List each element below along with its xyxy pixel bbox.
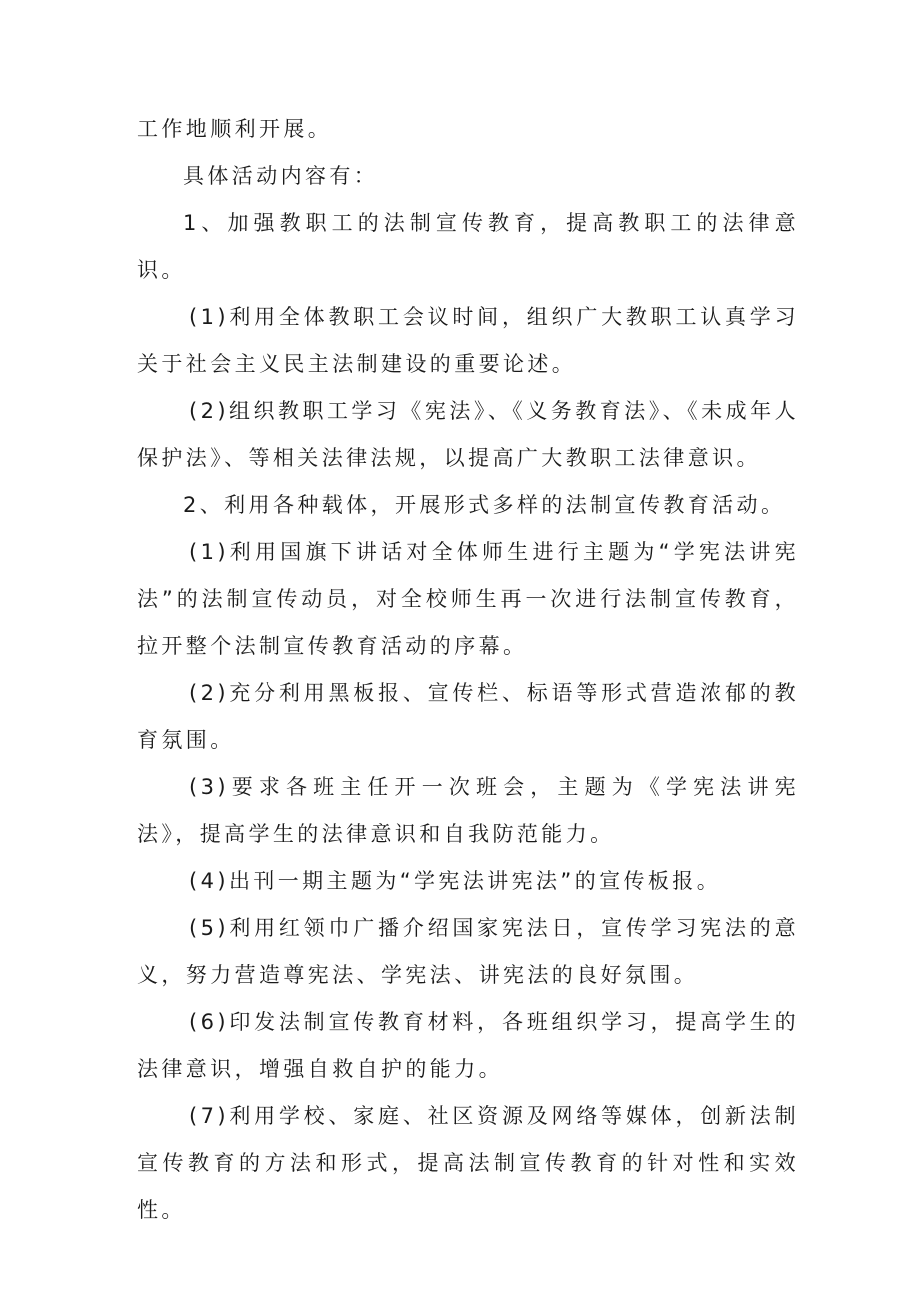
- paragraph-activities-intro: 具体活动内容有：: [183, 164, 379, 188]
- list-item-2-5: (5)利用红领巾广播介绍国家宪法日，宣传学习宪法的意义，努力营造尊宪法、学宪法、讲宪法的良好氛围。: [137, 916, 799, 987]
- list-item-1-2: (2)组织教职工学习《宪法》、《义务教育法》、《未成年人保护法》、等相关法律法规，以提高广大教职工法律意识。: [137, 399, 799, 470]
- list-item-1-1: (1)利用全体教职工会议时间，组织广大教职工认真学习关于社会主义民主法制建设的重要论述。: [137, 305, 799, 376]
- list-item-2-4: (4)出刊一期主题为“学宪法讲宪法”的宣传板报。: [189, 869, 722, 893]
- list-item-2-6: (6)印发法制宣传教育材料，各班组织学习，提高学生的法律意识，增强自救自护的能力。: [137, 1010, 799, 1081]
- document-body: [137, 106, 799, 1234]
- section-heading-2: 2、利用各种载体，开展形式多样的法制宣传教育活动。: [183, 493, 786, 517]
- section-heading-1: 1、加强教职工的法制宣传教育，提高教职工的法律意识。: [137, 211, 799, 282]
- list-item-2-2: (2)充分利用黑板报、宣传栏、标语等形式营造浓郁的教育氛围。: [137, 681, 799, 752]
- list-item-2-7: (7)利用学校、家庭、社区资源及网络等媒体，创新法制宣传教育的方法和形式，提高法制宣传教育的针对性和实效性。: [137, 1104, 799, 1222]
- list-item-2-3: (3)要求各班主任开一次班会，主题为《学宪法讲宪法》，提高学生的法律意识和自我防范能力。: [137, 775, 799, 846]
- list-item-2-1: (1)利用国旗下讲话对全体师生进行主题为“学宪法讲宪法”的法制宣传动员，对全校师生再一次进行法制宣传教育，拉开整个法制宣传教育活动的序幕。: [137, 540, 799, 658]
- paragraph-continuation: 工作地顺利开展。: [137, 117, 333, 141]
